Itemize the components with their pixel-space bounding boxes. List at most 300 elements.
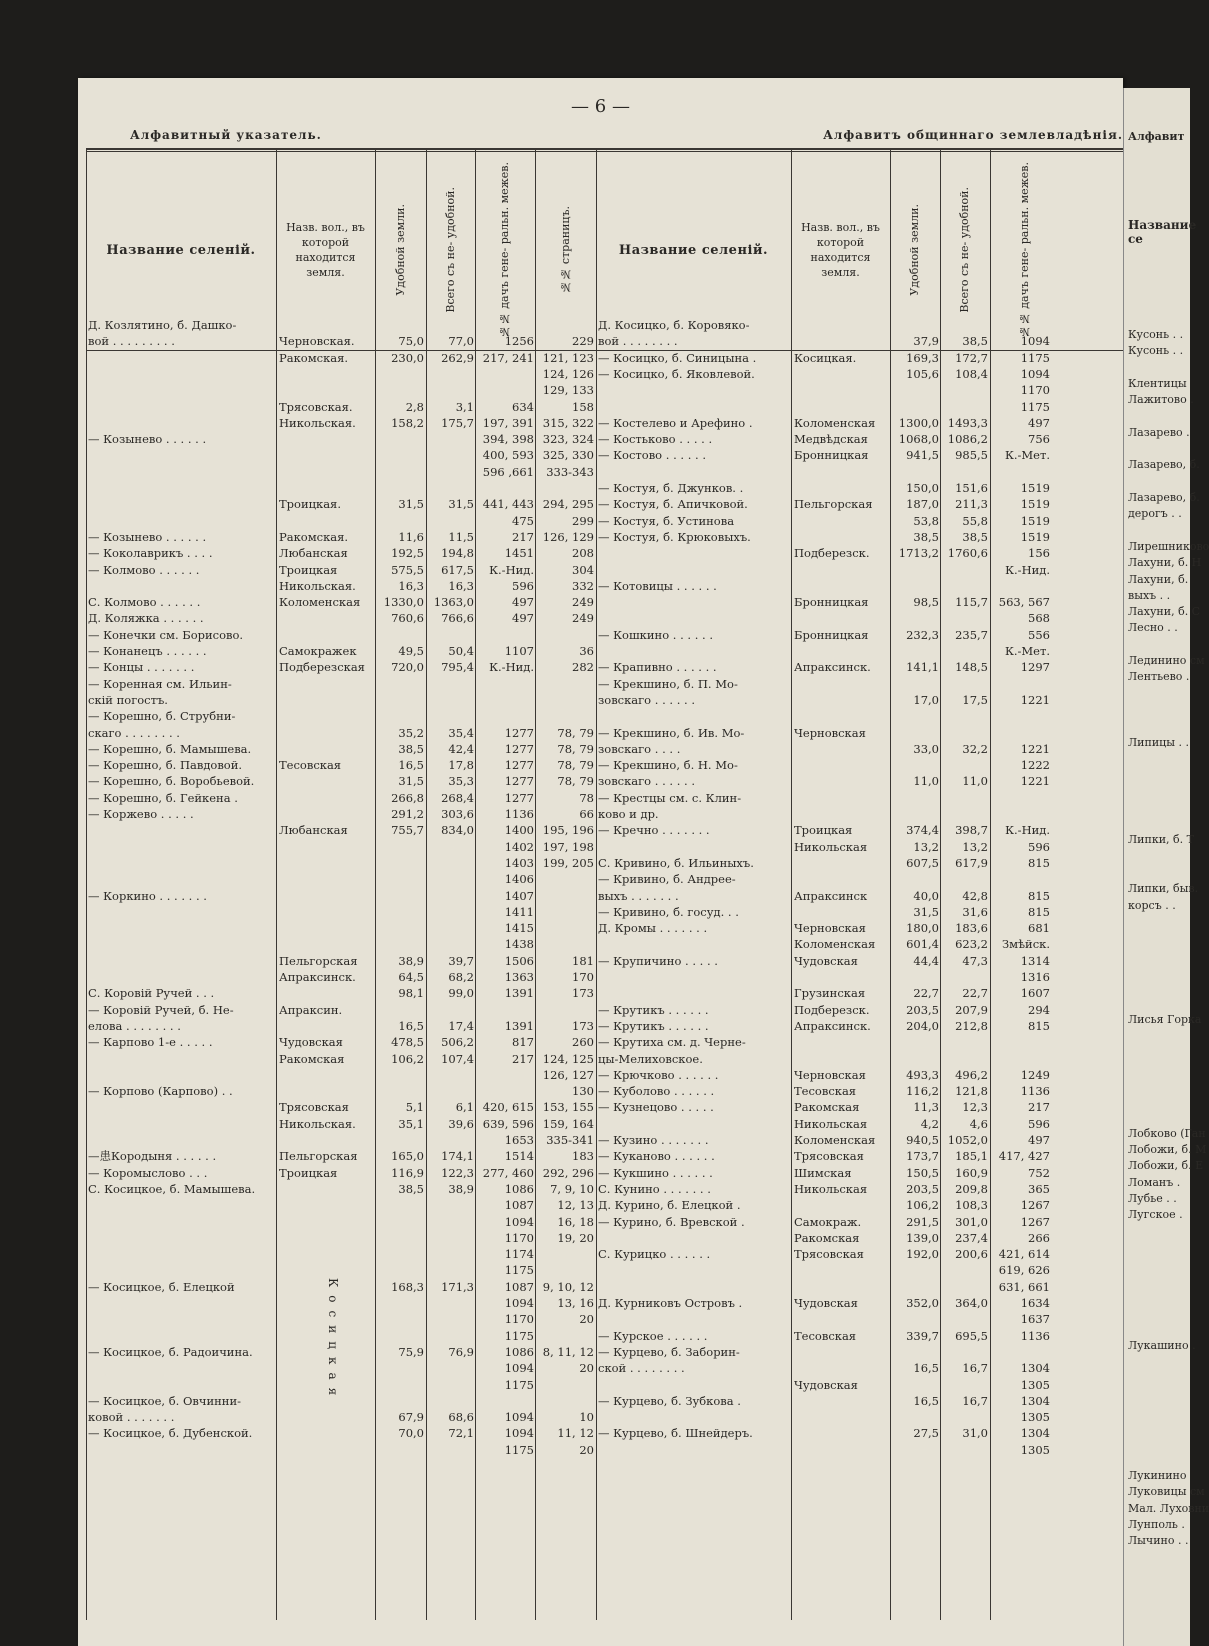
left_rows-cell-m: 217 xyxy=(512,1051,534,1066)
right_rows-cell-u2 xyxy=(942,1263,988,1278)
right_rows-cell-name: — Крестцы см. с. Клин- xyxy=(598,790,742,805)
left_rows-cell-p: 229 xyxy=(572,334,594,349)
left_rows-cell-p: 299 xyxy=(572,513,594,528)
left_rows-cell-name xyxy=(88,1133,273,1148)
left_rows-cell-u1 xyxy=(376,1133,424,1148)
left_rows-cell-u1: 575,5 xyxy=(391,562,424,577)
adjacent-page-row: Лирешниково xyxy=(1128,539,1209,553)
left_rows-cell-u2: 42,4 xyxy=(448,741,474,756)
left_rows-cell-u2: 506,2 xyxy=(441,1035,474,1050)
left_rows-cell-m: 197, 391 xyxy=(482,415,534,430)
left_rows-cell-u1 xyxy=(376,514,424,529)
left_rows-cell-vol xyxy=(279,1231,374,1246)
right_rows-cell-m: 1249 xyxy=(1020,1067,1050,1082)
right_rows-cell-vol xyxy=(794,1198,890,1213)
right_rows-cell-u1: 203,5 xyxy=(906,1002,939,1017)
right_rows-cell-name: — Кривино, б. госуд. . . xyxy=(598,904,739,919)
left_rows-cell-u2: 72,1 xyxy=(448,1426,474,1441)
right_rows-cell-vol: Ракомская xyxy=(794,1230,860,1245)
left_rows-cell-p xyxy=(536,905,594,920)
left_rows-cell-m: 1391 xyxy=(504,1018,534,1033)
right_rows-cell-u1: 16,5 xyxy=(913,1393,939,1408)
right_rows-cell-u1: 173,7 xyxy=(906,1149,939,1164)
right_rows-cell-vol: Подберезск. xyxy=(794,546,870,561)
right_rows-cell-vol xyxy=(794,465,890,480)
right_rows-cell-name: — Крекшино, б. П. Мо- xyxy=(598,676,738,691)
adjacent-page-row: Кусонь . . xyxy=(1128,328,1184,341)
left_rows-cell-m: 1086 xyxy=(504,1181,534,1196)
left_rows-cell-u2: 617,5 xyxy=(441,562,474,577)
left_rows-cell-vol: Никольская. xyxy=(279,578,356,593)
right_rows-cell-u2: 235,7 xyxy=(955,627,988,642)
left_rows-cell-name: — Коренная см. Ильин- xyxy=(88,676,232,691)
left_rows-cell-p: 159, 164 xyxy=(542,1116,594,1131)
left_rows-cell-m: 1094 xyxy=(504,1296,534,1310)
right_rows-cell-name xyxy=(598,383,793,398)
right_rows-cell-name: Д. Косицко, б. Коровяко- xyxy=(598,318,750,332)
right_rows-cell-u1 xyxy=(893,807,939,822)
left_rows-cell-m xyxy=(476,677,534,692)
left_rows-cell-name xyxy=(88,416,273,431)
column-line xyxy=(276,150,277,1620)
left_rows-cell-vol xyxy=(279,1443,374,1458)
left_rows-cell-vol xyxy=(279,1019,374,1034)
right_rows-cell-u2: 12,3 xyxy=(962,1100,988,1115)
left_rows-cell-m: 277, 460 xyxy=(482,1165,534,1180)
adjacent-page-row: Лунполь . xyxy=(1128,1517,1185,1531)
left_rows-cell-u2: 303,6 xyxy=(441,807,474,821)
left_rows-cell-p: 11, 12 xyxy=(557,1426,594,1441)
adjacent-page-row: корсъ . . xyxy=(1128,898,1176,912)
right_rows-cell-vol xyxy=(794,742,890,757)
right_rows-cell-m: 1170 xyxy=(1020,383,1050,398)
right_rows-cell-name: вой . . . . . . . . xyxy=(598,334,678,349)
left_rows-cell-u2 xyxy=(428,481,474,496)
right_rows-cell-m xyxy=(992,1035,1050,1050)
left_rows-cell-p xyxy=(536,889,594,904)
left_rows-cell-p: 126, 129 xyxy=(542,529,594,544)
left_rows-cell-p: 153, 155 xyxy=(542,1100,594,1115)
right_rows-cell-vol xyxy=(794,677,890,692)
left_rows-cell-m xyxy=(476,318,534,333)
left_rows-cell-vol xyxy=(279,677,374,692)
right_rows-cell-m xyxy=(992,465,1050,480)
left_rows-cell-u2: 68,6 xyxy=(448,1410,474,1425)
left_rows-cell-name xyxy=(88,400,273,415)
left_rows-cell-m xyxy=(476,367,534,382)
left_rows-cell-name xyxy=(88,1117,273,1132)
right_rows-cell-name xyxy=(598,709,793,724)
left_rows-cell-p: 325, 330 xyxy=(542,448,594,463)
right_rows-cell-u1: 17,0 xyxy=(913,692,939,707)
left_rows-cell-u2 xyxy=(428,889,474,904)
right_rows-cell-vol: Трясовская xyxy=(794,1149,864,1164)
left_rows-cell-u2: 17,8 xyxy=(448,758,474,773)
right_rows-cell-name: — Курцево, б. Заборин- xyxy=(598,1344,740,1359)
adjacent-page-row: Лычино . . xyxy=(1128,1534,1189,1548)
left_rows-cell-u2: 11,5 xyxy=(448,529,474,544)
right_rows-cell-vol xyxy=(794,791,890,806)
left_rows-cell-m: 1451 xyxy=(504,546,534,561)
right_rows-cell-vol: Трясовская xyxy=(794,1247,864,1262)
left_rows-cell-u2 xyxy=(428,872,474,887)
left_rows-cell-vol: Любанская xyxy=(279,546,348,561)
left_rows-cell-p: 78 xyxy=(579,790,594,805)
right_rows-cell-u2: 160,9 xyxy=(955,1165,988,1180)
left_rows-cell-u2: 194,8 xyxy=(441,546,474,561)
right_rows-cell-name: ской . . . . . . . . xyxy=(598,1361,685,1376)
right_rows-cell-u1: 192,0 xyxy=(906,1247,939,1262)
right_rows-cell-name xyxy=(598,611,793,626)
right_rows-cell-vol: Шимская xyxy=(794,1165,852,1180)
left_rows-cell-p: 13, 16 xyxy=(557,1296,594,1310)
left_rows-cell-u1: 760,6 xyxy=(391,611,424,626)
left_rows-cell-m: 400, 593 xyxy=(482,448,534,463)
left_rows-cell-u1: 266,8 xyxy=(391,790,424,805)
adjacent-page-row: Лубье . . xyxy=(1128,1191,1177,1205)
left_rows-cell-name xyxy=(88,970,273,985)
right_rows-cell-u1: 150,0 xyxy=(906,481,939,495)
right_rows-cell-u2: 11,0 xyxy=(962,774,988,789)
right_rows-cell-vol xyxy=(794,774,890,789)
left_rows-cell-name xyxy=(88,937,273,952)
left_rows-cell-name: — Корешно, б. Воробьевой. xyxy=(88,774,255,789)
right_rows-cell-m xyxy=(992,1345,1050,1360)
left_rows-cell-u1 xyxy=(376,1361,424,1376)
left_rows-cell-m: 1175 xyxy=(504,1328,534,1343)
right_rows-cell-u2: 207,9 xyxy=(955,1002,988,1017)
left_rows-cell-m: К.-Нид. xyxy=(489,562,534,577)
right_rows-cell-vol xyxy=(794,530,890,545)
right_rows-cell-u2: 38,5 xyxy=(962,529,988,544)
right_rows-cell-m: 815 xyxy=(1028,888,1050,903)
right_rows-cell-m: 563, 567 xyxy=(998,595,1050,610)
left_rows-cell-name: — Коколаврикъ . . . . xyxy=(88,546,213,561)
right_rows-cell-u1: 1713,2 xyxy=(898,546,939,561)
right_rows-cell-m: 1304 xyxy=(1020,1361,1050,1376)
left_rows-cell-vol xyxy=(279,514,374,529)
right_rows-cell-vol xyxy=(794,856,890,871)
left_rows-cell-vol xyxy=(279,1378,374,1393)
right_rows-cell-u1: 204,0 xyxy=(906,1018,939,1033)
left_rows-cell-vol xyxy=(279,889,374,904)
left_rows-cell-m: 497 xyxy=(512,611,534,626)
right_rows-cell-name xyxy=(598,563,793,578)
left_rows-cell-vol xyxy=(279,742,374,757)
left_rows-cell-u1 xyxy=(376,1312,424,1327)
right_rows-cell-vol: Апраксинск xyxy=(794,888,868,903)
left_rows-cell-m: 1087 xyxy=(504,1279,534,1294)
left_rows-cell-name xyxy=(88,1361,273,1376)
left_rows-cell-u2: 39,7 xyxy=(448,953,474,968)
right_rows-cell-name xyxy=(598,1231,793,1246)
left_rows-cell-m xyxy=(476,1003,534,1018)
right_rows-cell-vol xyxy=(794,1345,890,1360)
right_rows-cell-name: — Крупичино . . . . . xyxy=(598,953,718,968)
column-line xyxy=(940,150,941,1620)
left_rows-cell-u2 xyxy=(428,1198,474,1213)
right_rows-cell-u1: 187,0 xyxy=(906,497,939,512)
right_rows-cell-u1: 940,5 xyxy=(906,1133,939,1147)
left_rows-cell-name: ковой . . . . . . . xyxy=(88,1410,175,1425)
left_rows-cell-vol: Никольская. xyxy=(279,1116,356,1131)
left_rows-cell-vol xyxy=(279,1247,374,1262)
left_rows-cell-u1: 67,9 xyxy=(398,1410,424,1425)
right_rows-cell-u2 xyxy=(942,677,988,692)
left_rows-cell-u1 xyxy=(376,1263,424,1278)
right_rows-cell-name xyxy=(598,1378,793,1393)
right_rows-cell-vol: Тесовская xyxy=(794,1328,857,1343)
right_rows-cell-m: 156 xyxy=(1028,546,1050,561)
right_rows-cell-m xyxy=(992,726,1050,741)
left_rows-cell-p: 124, 126 xyxy=(542,366,594,381)
left_rows-cell-p: 129, 133 xyxy=(542,383,594,398)
left_rows-cell-name xyxy=(88,872,273,887)
left_rows-cell-m: 1277 xyxy=(504,758,534,773)
right_rows-cell-m: 1305 xyxy=(1020,1377,1050,1392)
left_rows-cell-name xyxy=(88,1247,273,1262)
adjacent-page-row: Ломанъ . xyxy=(1128,1175,1181,1189)
left_rows-cell-u1 xyxy=(376,889,424,904)
right_rows-cell-vol: Чудовская xyxy=(794,1296,858,1310)
right_rows-cell-vol xyxy=(794,1361,890,1376)
right_rows-cell-m: 596 xyxy=(1028,839,1050,854)
left_rows-cell-u1: 5,1 xyxy=(405,1100,424,1115)
col-header-name-right: Название селеній. xyxy=(618,242,769,258)
right_rows-cell-u1: 105,6 xyxy=(906,366,939,381)
left_rows-cell-m: 1174 xyxy=(504,1247,534,1262)
right_rows-cell-u1 xyxy=(893,677,939,692)
adjacent-page-row: Лукашино . xyxy=(1128,1338,1196,1352)
right_rows-cell-u2: 237,4 xyxy=(955,1230,988,1245)
right_rows-cell-u2 xyxy=(942,611,988,626)
left_rows-cell-name: — Коромыслово . . . xyxy=(88,1165,208,1180)
right_rows-cell-u1: 4,2 xyxy=(920,1116,939,1131)
right_rows-cell-u2 xyxy=(942,1378,988,1393)
left_rows-cell-vol xyxy=(279,1345,374,1360)
right_rows-cell-u2: 617,9 xyxy=(955,855,988,870)
left_rows-cell-u1 xyxy=(376,1394,424,1409)
right_rows-cell-name: — Костьково . . . . . xyxy=(598,432,713,447)
left_rows-cell-m: 1170 xyxy=(504,1230,534,1245)
left_rows-cell-p: 12, 13 xyxy=(557,1198,594,1213)
left_rows-cell-m: 1277 xyxy=(504,774,534,789)
left_rows-cell-u1 xyxy=(376,481,424,496)
right_rows-cell-name xyxy=(598,937,793,952)
right_rows-cell-vol xyxy=(794,334,890,349)
left_rows-cell-u2 xyxy=(428,1084,474,1099)
right_rows-cell-u2 xyxy=(942,970,988,985)
left_rows-cell-u1: 31,5 xyxy=(398,497,424,512)
left_rows-cell-vol xyxy=(279,1410,374,1425)
left_rows-cell-m: 1087 xyxy=(504,1198,534,1213)
left_rows-cell-u1 xyxy=(376,432,424,447)
right_rows-cell-vol xyxy=(794,383,890,398)
left_rows-cell-vol xyxy=(279,1133,374,1148)
right_rows-cell-m: 1175 xyxy=(1020,399,1050,414)
left_rows-cell-m: 1363 xyxy=(504,970,534,984)
left_rows-cell-u1: 64,5 xyxy=(398,970,424,984)
left_rows-cell-p xyxy=(536,872,594,887)
right_rows-cell-u1: 106,2 xyxy=(906,1198,939,1213)
left_rows-cell-m: 497 xyxy=(512,595,534,610)
left_rows-cell-u2 xyxy=(428,383,474,398)
column-line xyxy=(86,150,87,1620)
right_rows-cell-u2: 695,5 xyxy=(955,1328,988,1343)
left_rows-cell-vol xyxy=(279,937,374,952)
right_rows-cell-vol xyxy=(794,1410,890,1425)
right_rows-cell-vol xyxy=(794,970,890,985)
right_rows-cell-vol: Подберезск. xyxy=(794,1002,870,1017)
right_rows-cell-m xyxy=(992,1052,1050,1067)
adjacent-page-row: Лазарево, б. xyxy=(1128,458,1200,472)
column-line xyxy=(890,150,891,1620)
left_rows-cell-u2 xyxy=(428,677,474,692)
left_rows-cell-p: 36 xyxy=(579,644,594,658)
right_rows-cell-u1: 22,7 xyxy=(913,986,939,1001)
left_rows-cell-p xyxy=(536,1394,594,1409)
left_rows-cell-u2 xyxy=(428,1215,474,1230)
right_rows-cell-name xyxy=(598,400,793,415)
right_rows-cell-vol: Никольская xyxy=(794,1181,868,1196)
left_rows-cell-name: — Коровій Ручей, б. Не- xyxy=(88,1002,234,1017)
adjacent-page-row: Лазарево, б. xyxy=(1128,491,1200,504)
left_rows-cell-name: — Коркино . . . . . . . xyxy=(88,888,207,903)
left_rows-cell-vol: Тесовская xyxy=(279,758,342,773)
left_rows-cell-u2: 834,0 xyxy=(441,823,474,838)
left_rows-cell-m: К.-Нид. xyxy=(489,660,534,675)
left_rows-cell-m: 1277 xyxy=(504,790,534,805)
right_rows-cell-name: — Крючково . . . . . . xyxy=(598,1067,719,1082)
left_rows-cell-vol: Трясовская. xyxy=(279,399,353,414)
right_rows-cell-m: 1519 xyxy=(1020,481,1050,495)
right_rows-cell-u2 xyxy=(942,400,988,415)
right_rows-cell-vol: Грузинская xyxy=(794,986,866,1001)
right_rows-cell-name: зовскаго . . . . . . xyxy=(598,692,695,707)
left_rows-cell-p: 208 xyxy=(572,546,594,561)
left_rows-cell-m: 1277 xyxy=(504,741,534,756)
right_rows-cell-u1: 232,3 xyxy=(906,627,939,642)
left_rows-cell-vol xyxy=(279,1329,374,1344)
right_rows-cell-m: 815 xyxy=(1028,904,1050,919)
right_rows-cell-vol: Коломенская xyxy=(794,415,876,430)
right_rows-cell-u2: 31,6 xyxy=(962,904,988,919)
left_rows-cell-name xyxy=(88,1052,273,1067)
right_rows-cell-name xyxy=(598,1280,793,1295)
left_rows-cell-u1 xyxy=(376,937,424,952)
right_rows-cell-vol xyxy=(794,400,890,415)
left_rows-cell-u2: 39,6 xyxy=(448,1116,474,1131)
left_rows-cell-vol xyxy=(279,465,374,480)
adjacent-page-row: Лахуни, б. С xyxy=(1128,605,1201,619)
left_rows-cell-u2: 77,0 xyxy=(448,334,474,349)
left_rows-cell-u1: 35,2 xyxy=(398,725,424,740)
left_rows-cell-m: 441, 443 xyxy=(482,497,534,512)
left_rows-cell-vol xyxy=(279,1215,374,1230)
right_rows-cell-m: 1316 xyxy=(1020,970,1050,984)
right_rows-cell-name: — Кошкино . . . . . . xyxy=(598,627,713,642)
left_rows-cell-u1: 49,5 xyxy=(398,644,424,658)
right_rows-cell-u2 xyxy=(942,579,988,594)
right_rows-cell-vol xyxy=(794,1280,890,1295)
left_rows-cell-p: 126, 127 xyxy=(542,1067,594,1082)
right_rows-cell-u2 xyxy=(942,807,988,822)
adjacent-page-row: Липки, быв. xyxy=(1128,882,1199,896)
right_rows-cell-u2: 17,5 xyxy=(962,692,988,707)
right_rows-cell-u1: 38,5 xyxy=(913,529,939,544)
right_rows-cell-name: зовскаго . . . . xyxy=(598,741,681,756)
left_rows-cell-vol: Пельгорская xyxy=(279,1149,358,1164)
column-line xyxy=(596,150,597,1620)
right_rows-cell-u2: 1493,3 xyxy=(947,415,988,430)
left_rows-cell-name: — Корешно, б. Павдовой. xyxy=(88,758,243,773)
left_rows-cell-u2 xyxy=(428,1378,474,1393)
left_rows-cell-vol xyxy=(279,481,374,496)
left_rows-cell-u2 xyxy=(428,432,474,447)
left_rows-cell-u1: 1330,0 xyxy=(383,595,424,610)
left_rows-cell-u1 xyxy=(376,1198,424,1213)
right_rows-cell-m xyxy=(992,872,1050,887)
left_rows-cell-p: 78, 79 xyxy=(557,774,594,789)
left_rows-cell-u1: 755,7 xyxy=(391,823,424,838)
right_rows-cell-vol xyxy=(794,1052,890,1067)
left_rows-cell-name xyxy=(88,1263,273,1278)
right_rows-cell-u2: 115,7 xyxy=(955,595,988,610)
left_rows-cell-p: 304 xyxy=(572,562,594,577)
right_rows-cell-u1: 16,5 xyxy=(913,1361,939,1376)
right_rows-cell-u1 xyxy=(893,726,939,741)
left_rows-cell-p: 121, 123 xyxy=(542,350,594,365)
right_rows-cell-name: — Курцево, б. Шнейдеръ. xyxy=(598,1426,753,1441)
right_rows-cell-m xyxy=(992,791,1050,806)
right_rows-cell-m: 631, 661 xyxy=(998,1279,1050,1294)
left_rows-cell-vol xyxy=(279,448,374,463)
right_rows-cell-u2: 301,0 xyxy=(955,1214,988,1229)
right_rows-cell-u2: 623,2 xyxy=(955,937,988,952)
left_rows-cell-name: — Конанецъ . . . . . . xyxy=(88,644,207,658)
right_rows-cell-name: — Кузнецово . . . . . xyxy=(598,1100,714,1115)
adjacent-page-row: Лажитово . xyxy=(1128,393,1194,407)
right_rows-cell-name xyxy=(598,546,793,561)
left_rows-cell-p: 78, 79 xyxy=(557,741,594,756)
right_rows-cell-u1: 352,0 xyxy=(906,1296,939,1310)
right_rows-cell-m: Змѣйск. xyxy=(1002,937,1050,952)
left_rows-cell-u1 xyxy=(376,318,424,333)
left_rows-cell-m xyxy=(476,1068,534,1083)
left_rows-cell-u2 xyxy=(428,1296,474,1311)
left_rows-cell-u2 xyxy=(428,937,474,952)
left_rows-cell-p: 7, 9, 10 xyxy=(550,1181,594,1196)
left_rows-cell-vol xyxy=(279,1280,374,1295)
left_rows-cell-name xyxy=(88,383,273,398)
right_rows-cell-u1: 1068,0 xyxy=(898,432,939,447)
left_rows-cell-name: — Концы . . . . . . . xyxy=(88,660,195,675)
left_rows-cell-m: 1438 xyxy=(504,937,534,952)
left_rows-cell-vol xyxy=(279,872,374,887)
left_rows-cell-p: 173 xyxy=(572,986,594,1001)
left_rows-cell-vol xyxy=(279,1394,374,1409)
right_rows-cell-u2: 209,8 xyxy=(955,1181,988,1196)
left_rows-cell-name: — Косицкое, б. Дубенской. xyxy=(88,1426,253,1441)
left_rows-cell-vol xyxy=(279,1068,374,1083)
right_rows-cell-u2: 121,8 xyxy=(955,1084,988,1099)
right_rows-cell-name: зовскаго . . . . . . xyxy=(598,774,695,789)
right_rows-cell-name: — Котовицы . . . . . . xyxy=(598,578,717,593)
right_rows-cell-u2: 16,7 xyxy=(962,1393,988,1408)
right_rows-cell-name: — Крекшино, б. Ив. Мо- xyxy=(598,725,745,740)
left_rows-cell-u1 xyxy=(376,872,424,887)
left_rows-cell-vol xyxy=(279,921,374,936)
